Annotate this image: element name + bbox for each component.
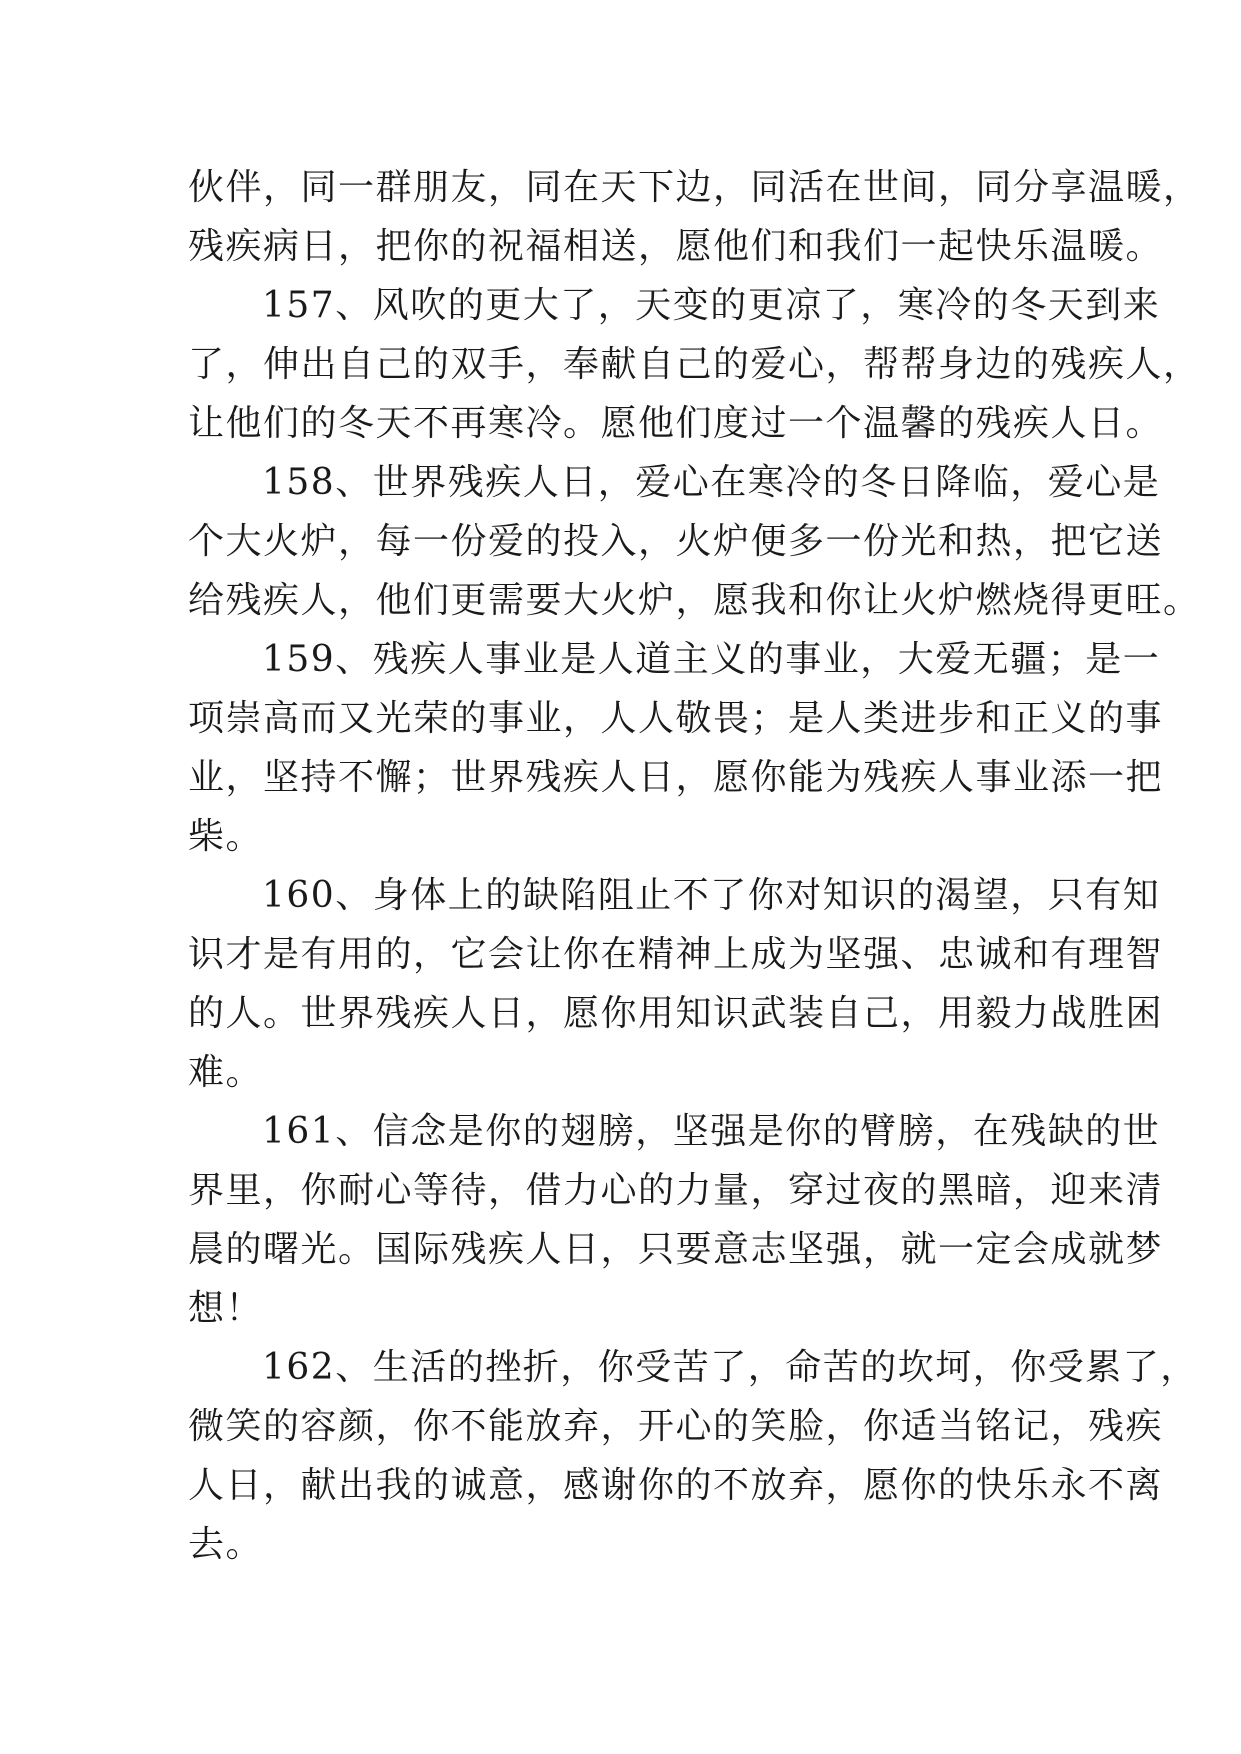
text-line: 去。 [188, 1524, 264, 1565]
paragraph-158-start: 158、世界残疾人日，爱心在寒冷的冬日降临，爱心是 [262, 462, 1161, 503]
text-line: 想！ [188, 1288, 264, 1329]
text-line: 界里，你耐心等待，借力心的力量，穿过夜的黑暗，迎来清 [188, 1170, 1164, 1211]
text-line: 让他们的冬天不再寒冷。愿他们度过一个温馨的残疾人日。 [188, 403, 1164, 444]
text-line: 给残疾人，他们更需要大火炉，愿我和你让火炉燃烧得更旺。 [188, 580, 1201, 621]
text-line: 微笑的容颜，你不能放弃，开心的笑脸，你适当铭记，残疾 [188, 1406, 1164, 1447]
text-line: 的人。世界残疾人日，愿你用知识武装自己，用毅力战胜困 [188, 993, 1164, 1034]
text-line: 难。 [188, 1052, 264, 1093]
text-line: 柴。 [188, 816, 264, 857]
text-line: 项崇高而又光荣的事业，人人敬畏；是人类进步和正义的事 [188, 698, 1164, 739]
paragraph-160-start: 160、身体上的缺陷阻止不了你对知识的渴望，只有知 [262, 875, 1161, 916]
text-line: 识才是有用的，它会让你在精神上成为坚强、忠诚和有理智 [188, 934, 1164, 975]
text-line: 伙伴，同一群朋友，同在天下边，同活在世间，同分享温暖， [188, 167, 1201, 208]
text-line: 残疾病日，把你的祝福相送，愿他们和我们一起快乐温暖。 [188, 226, 1164, 267]
paragraph-162-start: 162、生活的挫折，你受苦了，命苦的坎坷，你受累了， [262, 1347, 1198, 1388]
text-line: 业，坚持不懈；世界残疾人日，愿你能为残疾人事业添一把 [188, 757, 1164, 798]
text-line: 人日，献出我的诚意，感谢你的不放弃，愿你的快乐永不离 [188, 1465, 1164, 1506]
text-line: 了，伸出自己的双手，奉献自己的爱心，帮帮身边的残疾人， [188, 344, 1201, 385]
text-line: 个大火炉，每一份爱的投入，火炉便多一份光和热，把它送 [188, 521, 1164, 562]
paragraph-159-start: 159、残疾人事业是人道主义的事业，大爱无疆；是一 [262, 639, 1161, 680]
paragraph-161-start: 161、信念是你的翅膀，坚强是你的臂膀，在残缺的世 [262, 1111, 1161, 1152]
text-line: 晨的曙光。国际残疾人日，只要意志坚强，就一定会成就梦 [188, 1229, 1164, 1270]
paragraph-157-start: 157、风吹的更大了，天变的更凉了，寒冷的冬天到来 [262, 285, 1161, 326]
document-body [188, 158, 1201, 1574]
